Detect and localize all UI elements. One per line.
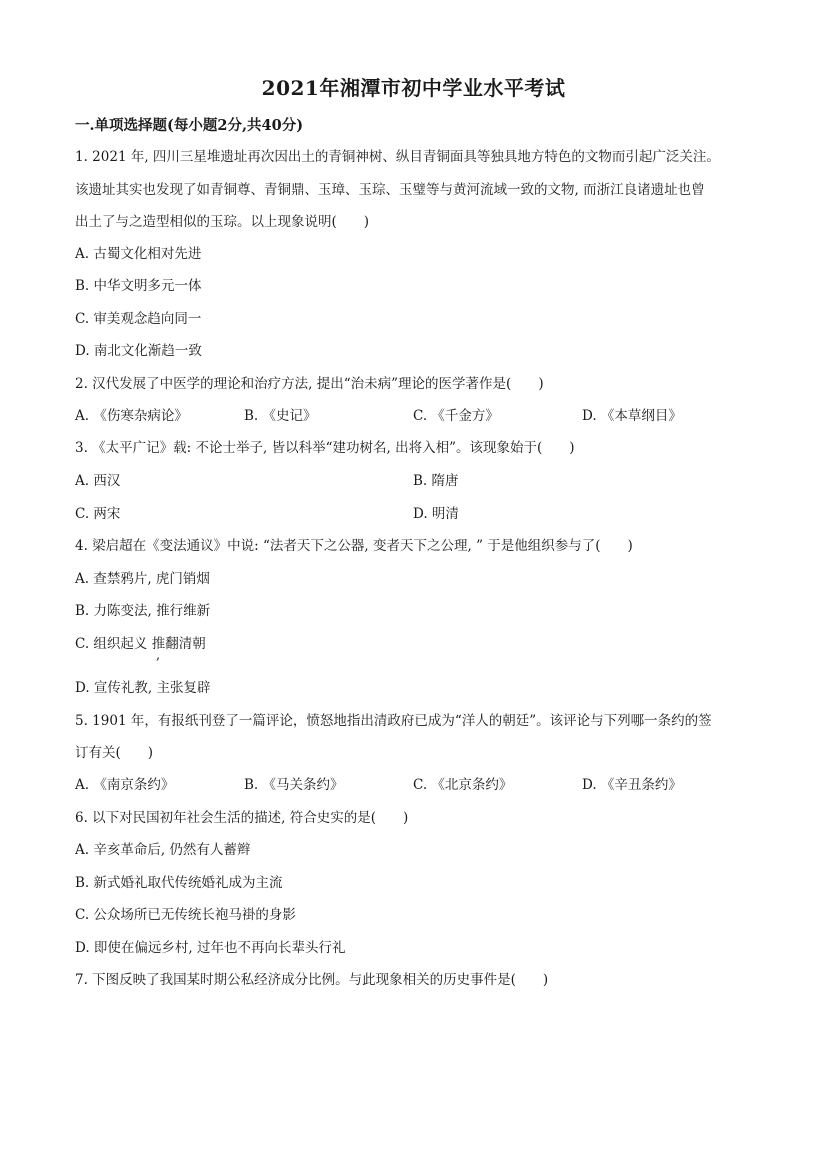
q6-option-c: C. 公众场所已无传统长袍马褂的身影 xyxy=(75,907,296,923)
q3-stem: 3. 《太平广记》载: 不论士举子, 皆以科举“建功树名, 出将入相”。该现象始于( ) xyxy=(75,440,575,456)
q1-line-2: 该遗址其实也发现了如青铜尊、青铜鼎、玉璋、玉琮、玉璧等与黄河流域一致的文物, 而浙江良诸遗址也曾 xyxy=(75,182,705,198)
q3-option-d: D. 明清 xyxy=(413,506,459,522)
q5-option-b: B. 《马关条约》 xyxy=(244,777,344,793)
q5-option-d: D. 《辛丑条约》 xyxy=(582,777,682,793)
q2-option-c: C. 《千金方》 xyxy=(413,408,499,424)
q3-option-b: B. 隋唐 xyxy=(413,473,459,489)
q4-option-b: B. 力陈变法, 推行维新 xyxy=(75,603,211,619)
q7-stem: 7. 下图反映了我国某时期公私经济成分比例。与此现象相关的历史事件是( ) xyxy=(75,972,549,988)
exam-title: 2021年湘潭市初中学业水平考试 xyxy=(261,76,566,100)
section-heading: 一.单项选择题(每小题2分,共40分) xyxy=(75,117,304,134)
q6-option-b: B. 新式婚礼取代传统婚礼成为主流 xyxy=(75,875,283,891)
q2-option-a: A. 《伤寒杂病论》 xyxy=(75,408,188,424)
q1-line-3: 出土了与之造型相似的玉琮。以上现象说明( ) xyxy=(75,214,370,230)
q5-option-c: C. 《北京条约》 xyxy=(413,777,513,793)
q4-stem: 4. 梁启超在《变法通议》中说: “法者天下之公器, 变者天下之公理, ” 于是他组织参与了( ) xyxy=(75,538,633,554)
q1-option-c: C. 审美观念趋向同一 xyxy=(75,311,202,327)
q2-stem: 2. 汉代发展了中医学的理论和治疗方法, 提出“治未病”理论的医学著作是( ) xyxy=(75,376,544,392)
q6-option-d: D. 即使在偏远乡村, 过年也不再向长辈头行礼 xyxy=(75,940,346,956)
q3-option-a: A. 西汉 xyxy=(75,473,121,489)
q4-option-a: A. 查禁鸦片, 虎门销烟 xyxy=(75,571,210,587)
q5-option-a: A. 《南京条约》 xyxy=(75,777,175,793)
q1-option-d: D. 南北文化渐趋一致 xyxy=(75,343,202,359)
q6-option-a: A. 辛亥革命后, 仍然有人蓄辫 xyxy=(75,842,251,858)
q2-option-b: B. 《史记》 xyxy=(244,408,317,424)
q1-option-a: A. 古蜀文化相对先进 xyxy=(75,246,202,262)
q6-stem: 6. 以下对民国初年社会生活的描述, 符合史实的是( ) xyxy=(75,810,409,826)
q3-option-c: C. 两宋 xyxy=(75,506,121,522)
q1-line-1: 1. 2021 年, 四川三星堆遗址再次因出土的青铜神树、纵目青铜面具等独具地方特色的文物而引起广泛关注。 xyxy=(75,149,720,165)
q4-option-d: D. 宣传礼教, 主张复辟 xyxy=(75,680,211,696)
q5-line-1: 5. 1901 年，有报纸刊登了一篇评论，愤怒地指出清政府已成为“洋人的朝廷”。该评论与下列哪一条约的签 xyxy=(75,713,712,729)
stray-comma-mark: , xyxy=(156,648,161,663)
q5-line-2: 订有关( ) xyxy=(75,745,154,761)
q1-option-b: B. 中华文明多元一体 xyxy=(75,278,202,294)
q2-option-d: D. 《本草纲目》 xyxy=(582,408,682,424)
q4-option-c: C. 组织起义 推翻清朝 xyxy=(75,636,206,652)
